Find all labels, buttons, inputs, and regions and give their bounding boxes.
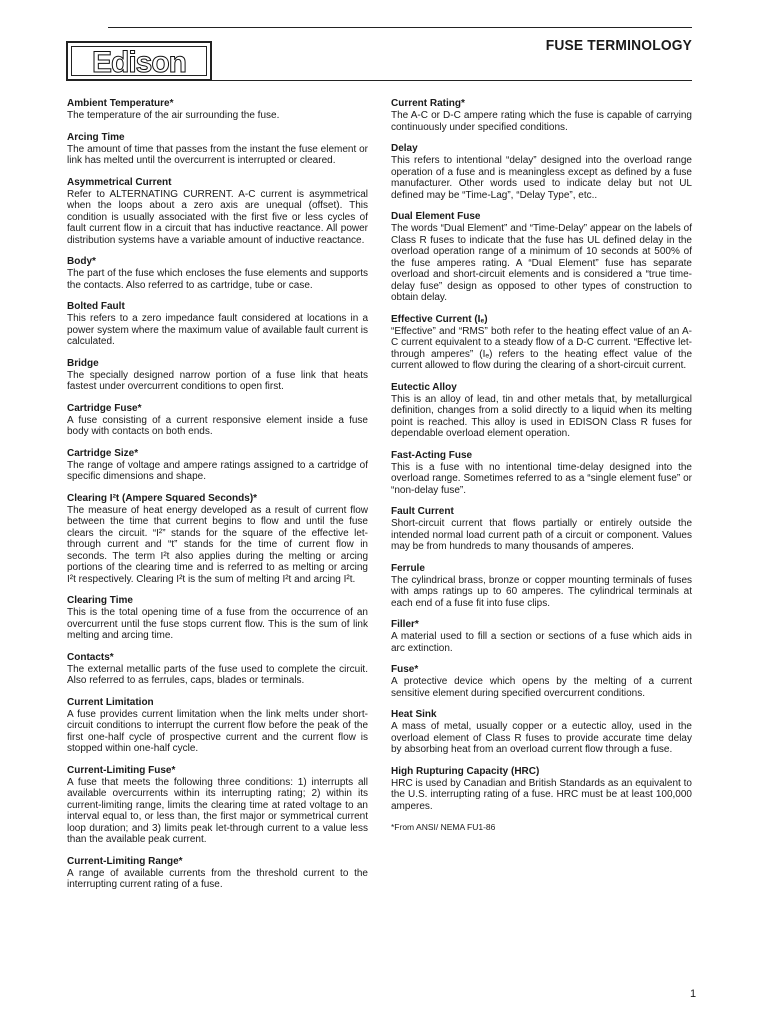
glossary-entry	[67, 765, 368, 846]
definition: The part of the fuse which encloses the fuse elements and supports the contacts. Also referred to as cartridge, tube or case.	[67, 268, 368, 291]
term: Fast-Acting Fuse	[391, 449, 473, 461]
term: Fault Current	[391, 506, 454, 517]
glossary-entry	[391, 98, 692, 133]
right-column	[391, 98, 692, 833]
definition: The temperature of the air surrounding the fuse.	[67, 110, 280, 121]
definition: A protective device which opens by the melting of a current sensitive element during specified overcurrent conditions.	[391, 676, 692, 699]
term: Delay	[391, 143, 418, 154]
glossary-entry	[391, 143, 692, 201]
glossary-entry	[67, 595, 368, 642]
definition: A fuse provides current limitation when the link melts under short-circuit conditions to interrupt the current flow before the peak of the first one-half cycle of prospective current and the current flow is stopped within one-half cycle.	[67, 708, 368, 754]
definition: A fuse that meets the following three conditions: 1) interrupts all available overcurrents within its interrupting rating; 2) within its current-limiting range, limits the clearing time at rated voltage to an interval equal to, or less than, the first major or symmetrical current loop duration; and 3) limits peak let-through current to a value less than the available peak current.	[67, 776, 368, 845]
term: Clearing Time	[67, 595, 133, 606]
definition: The range of voltage and ampere ratings assigned to a cartridge of specific dimensions and shape.	[67, 459, 368, 482]
definition: A fuse consisting of a current responsive element inside a fuse body with contacts on both ends.	[67, 414, 368, 437]
term: Heat Sink	[391, 709, 437, 720]
header-rule	[108, 27, 692, 28]
page-title: FUSE TERMINOLOGY	[545, 37, 692, 54]
term: Current Limitation	[67, 696, 154, 708]
definition: Short-circuit current that flows partially or entirely outside the intended normal load current path of a circuit or component. Values may be from hundreds to many thousands of amperes.	[391, 518, 692, 552]
term: Asymmetrical Current	[67, 176, 172, 188]
term: Effective Current (Iₑ)	[391, 313, 488, 325]
term: Cartridge Fuse*	[67, 402, 142, 414]
term: Body*	[67, 256, 96, 267]
definition: The A-C or D-C ampere rating which the fuse is capable of carrying continuously under specified conditions.	[391, 110, 692, 133]
term: Arcing Time	[67, 131, 125, 143]
glossary-entry	[67, 697, 368, 755]
glossary-entry	[391, 619, 692, 654]
glossary-entry	[391, 664, 692, 699]
glossary-entry	[391, 709, 692, 756]
glossary-entry	[391, 211, 692, 304]
logo-rule	[212, 80, 692, 81]
term: Eutectic Alloy	[391, 381, 457, 393]
glossary-entry	[67, 177, 368, 247]
term: Current Rating*	[391, 98, 465, 109]
definition: A material used to fill a section or sections of a fuse which aids in arc extinction.	[391, 631, 692, 654]
edison-logo	[66, 41, 212, 81]
glossary-entry	[391, 450, 692, 497]
term: Filler*	[391, 619, 419, 630]
term: Bridge	[67, 357, 99, 369]
term: Current-Limiting Fuse*	[67, 764, 176, 776]
definition: “Effective” and “RMS” both refer to the heating effect value of an A-C current equivalent to a steady flow of a D-C current. “Effective let-through amperes” (Iₑ) refers to the heating effect value of the current allowed to flow during the clearing of a short-circuit current.	[391, 325, 692, 371]
definition: This refers to a zero impedance fault considered at locations in a power system where the maximum value of available fault current is calculated.	[67, 313, 368, 347]
glossary-entry	[391, 382, 692, 440]
term: Clearing I²t (Ampere Squared Seconds)*	[67, 492, 258, 504]
glossary-entry	[67, 856, 368, 891]
glossary-entry	[67, 132, 368, 167]
definition: This is the total opening time of a fuse from the occurrence of an overcurrent until the fuse stops current flow. This is the sum of link melting and arcing time.	[67, 607, 368, 641]
definition: Refer to ALTERNATING CURRENT. A-C current is asymmetrical when the loops about a zero axis are unequal (offset). This condition is usually associated with the first five or less cycles of fault current flow in a circuit that has inductive reactance. All power distribution systems have a variable amount of inductive reactance.	[67, 188, 368, 246]
definition: This is a fuse with no intentional time-delay designed into the overload range. Sometimes referred to as a “single element fuse” or “non-delay fuse”.	[391, 461, 692, 496]
glossary-entry	[391, 563, 692, 610]
definition: The external metallic parts of the fuse used to complete the circuit. Also referred to as ferrules, caps, blades or terminals.	[67, 663, 368, 686]
term: Dual Element Fuse	[391, 211, 481, 222]
term: Current-Limiting Range*	[67, 855, 183, 867]
glossary-entry	[391, 314, 692, 372]
logo-text: Edison	[91, 46, 186, 79]
definition: The specially designed narrow portion of a fuse link that heats fastest under overcurrent conditions to open first.	[67, 369, 368, 392]
glossary-entry	[67, 256, 368, 291]
definition: The words “Dual Element” and “Time-Delay” appear on the labels of Class R fuses to indicate that the fuse has UL defined delay in the overload operation range of a minimum of 10 seconds at 500% of the fuse amperes rating. A “Dual Element” fuse has separate overload and short-circuit elements and is considered a “true time-delay fuse” design as opposed to other types of construction to obtain delay.	[391, 223, 692, 303]
glossary-entry	[391, 506, 692, 553]
glossary-entry	[67, 358, 368, 393]
term: Ambient Temperature*	[67, 98, 174, 109]
glossary-entry	[67, 98, 368, 122]
term: Bolted Fault	[67, 301, 125, 312]
term: Ferrule	[391, 562, 425, 574]
page-number: 1	[690, 988, 697, 1000]
definition: HRC is used by Canadian and British Standards as an equivalent to the U.S. interrupting rating of a fuse. HRC must be at least 100,000 amperes.	[391, 777, 692, 812]
glossary-entry	[67, 448, 368, 483]
term: Cartridge Size*	[67, 447, 139, 459]
definition: This is an alloy of lead, tin and other metals that, by metallurgical definition, changes from a solid directly to a liquid when its melting point is reached. This alloy is used in EDISON Class R fuses for dependable overload element operation.	[391, 393, 692, 439]
definition: The cylindrical brass, bronze or copper mounting terminals of fuses with amps ratings up to 60 amperes. The cylindrical terminals at each end of a fuse fit into fuse clips.	[391, 574, 692, 609]
definition: The amount of time that passes from the instant the fuse element or link has melted until the overcurrent is interrupted or cleared.	[67, 143, 368, 166]
term: Fuse*	[391, 664, 419, 675]
glossary-entry	[391, 766, 692, 813]
term: Contacts*	[67, 651, 114, 663]
term: High Rupturing Capacity (HRC)	[391, 765, 540, 777]
glossary-entry	[67, 652, 368, 687]
glossary-entry	[67, 403, 368, 438]
footnote: *From ANSI/ NEMA FU1-86	[391, 822, 496, 832]
definition: A mass of metal, usually copper or a eutectic alloy, used in the overload element of Class R fuses to provide accurate time delay by absorbing heat from an overload current flow through a fuse.	[391, 721, 692, 755]
definition: The measure of heat energy developed as a result of current flow between the time that current begins to flow and until the fuse clears the circuit. “I²” stands for the square of the effective let-through current and “t” stands for the time of current flow in seconds. The term I²t also applies during the melting or arcing portions of the clearing time and is referred to as melting or arcing I²t respectively. Clearing I²t is the sum of melting I²t and arcing I²t.	[67, 504, 368, 585]
definition: This refers to intentional “delay” designed into the overload range operation of a fuse and is meaningless except as defined by a fuse manufacturer. Other words used to indicate delay but not UL defined may be “Time-Lag”, “Delay Type”, etc..	[391, 155, 692, 201]
glossary-entry	[67, 301, 368, 348]
left-column	[67, 98, 368, 901]
glossary-entry	[67, 493, 368, 586]
definition: A range of available currents from the threshold current to the interrupting current rating of a fuse.	[67, 867, 368, 890]
